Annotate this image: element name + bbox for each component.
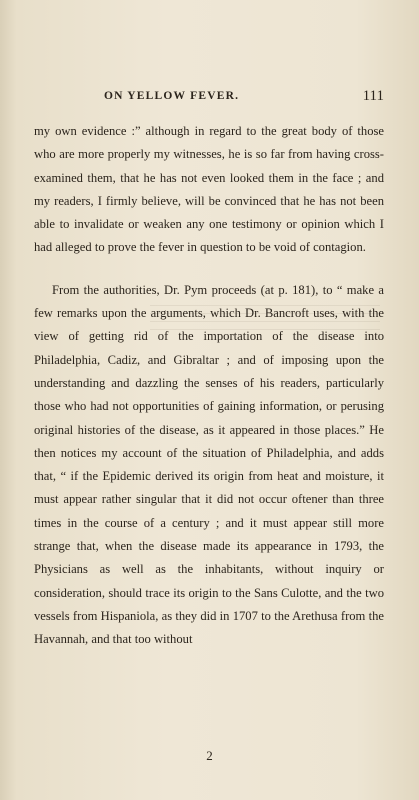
page-header [34, 88, 384, 108]
signature-mark: 2 [206, 748, 213, 763]
paragraph-continued: my own evidence :” although in regard to the great body of those who are more properly my witnesses, he is so far from having cross-examined them, that he has not even looked them in the face ; and my readers, I firmly believe, will be convinced that he has not been able to invalidate or weaken any one testimony or opinion which I had alleged to prove the fever in question to be void of contagion. [34, 124, 384, 255]
body-text [34, 120, 384, 652]
page-number: 111 [362, 88, 384, 104]
paragraph-authorities: From the authorities, Dr. Pym proceeds (at p. 181), to “ make a few remarks upon the arguments, which Dr. Bancroft uses, with the view of getting rid of the importation of the disease into Philadelphia, Cadiz, and Gibraltar ; and of imposing upon the understanding and dazzling the senses of his readers, particularly those who had not opportunities of gaining information, or perusing original histories of the disease, as it appeared in those places.” He then notices my account of the situation of Philadelphia, and adds that, “ if the Epidemic derived its origin from heat and moisture, it must appear rather singular that it did not occur oftener than three times in the course of a century ; and it must appear still more strange that, when the disease made its appearance in 1793, the Physicians as well as the inhabitants, without inquiry or consideration, should trace its origin to the Sans Culotte, and the two vessels from Hispaniola, as they did in 1707 to the Arethusa from the Havannah, and that too without [34, 282, 384, 647]
running-title: ON YELLOW FEVER. [104, 90, 240, 102]
